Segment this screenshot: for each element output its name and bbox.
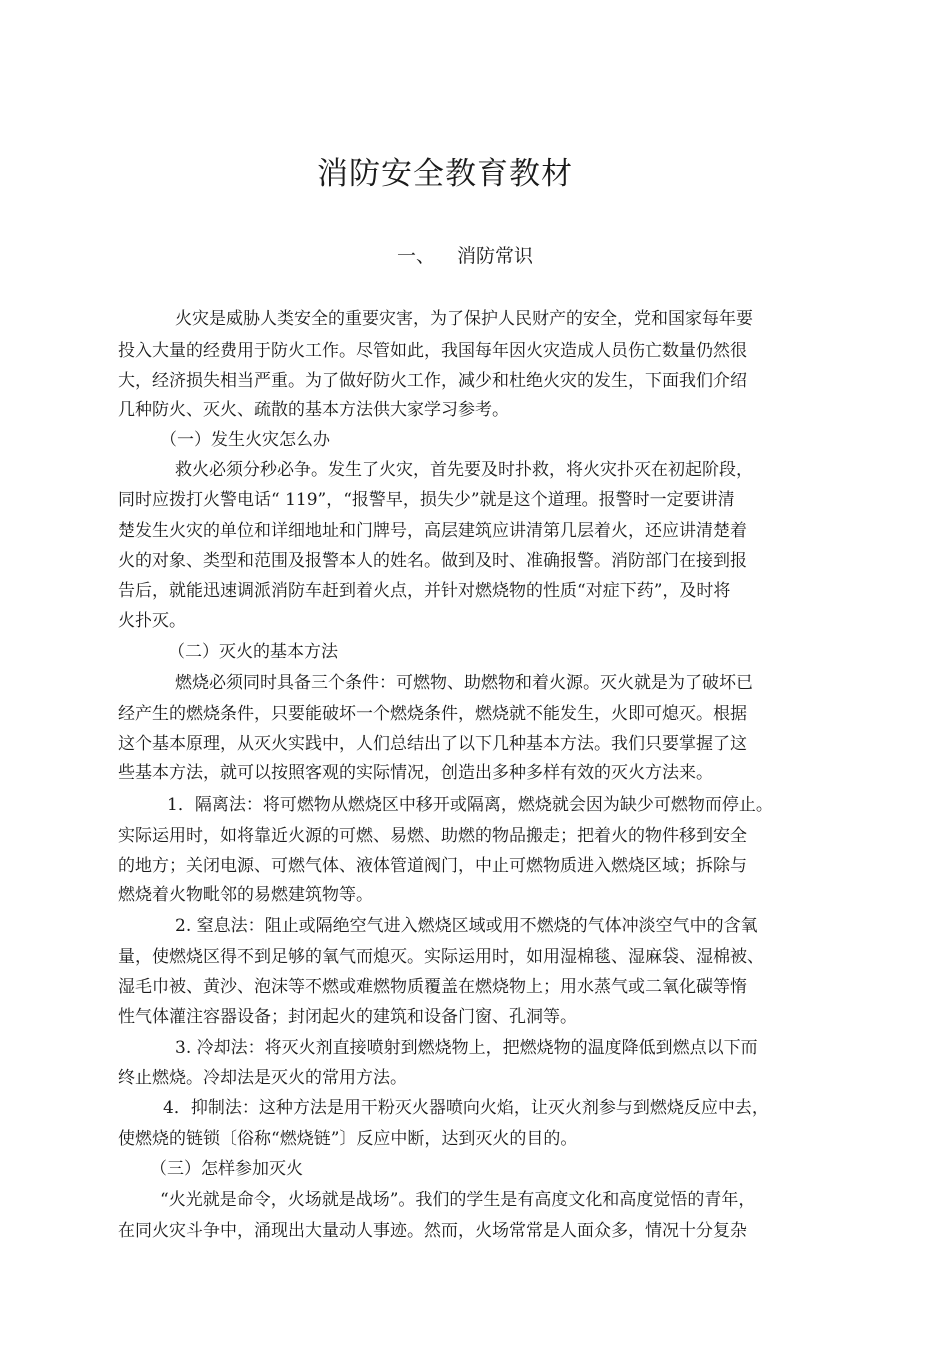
paragraph-line: 火扑灭。 [118, 611, 186, 631]
paragraph-line: 湿毛巾被、黄沙、泡沫等不燃或难燃物质覆盖在燃烧物上；用水蒸气或二氧化碳等惰 [118, 977, 747, 997]
paragraph-line: 投入大量的经费用于防火工作。尽管如此，我国每年因火灾造成人员伤亡数量仍然很 [118, 341, 747, 361]
paragraph-line: 量，使燃烧区得不到足够的氧气而熄灭。实际运用时，如用湿棉毯、湿麻袋、湿棉被、 [118, 947, 764, 967]
paragraph-line: 的地方；关闭电源、可燃气体、液体管道阀门，中止可燃物质进入燃烧区域；拆除与 [118, 856, 747, 876]
paragraph-line: 些基本方法，就可以按照客观的实际情况，创造出多种多样有效的灭火方法来。 [118, 763, 713, 783]
page-title: 消防安全教育教材 [317, 156, 573, 192]
paragraph-line: 终止燃烧。冷却法是灭火的常用方法。 [118, 1068, 407, 1088]
paragraph-line: 大，经济损失相当严重。为了做好防火工作，减少和杜绝火灾的发生，下面我们介绍 [118, 371, 747, 391]
list-item-line: 3. 冷却法：将灭火剂直接喷射到燃烧物上，把燃烧物的温度降低到燃点以下而 [175, 1038, 758, 1058]
paragraph-line: 实际运用时，如将靠近火源的可燃、易燃、助燃的物品搬走；把着火的物件移到安全 [118, 826, 747, 846]
paragraph-line: 几种防火、灭火、疏散的基本方法供大家学习参考。 [118, 400, 509, 420]
paragraph-line: “火光就是命令，火场就是战场”。我们的学生是有高度文化和高度觉悟的青年， [160, 1190, 756, 1210]
paragraph-line: 火灾是威胁人类安全的重要灾害，为了保护人民财产的安全，党和国家每年要 [175, 309, 753, 329]
paragraph-line: 同时应拨打火警电话“ 119”，“报警早，损失少”就是这个道理。报警时一定要讲清 [118, 490, 735, 510]
paragraph-line: 燃烧必须同时具备三个条件：可燃物、助燃物和着火源。灭火就是为了破坏已 [175, 673, 753, 693]
subsection-heading: （一）发生火灾怎么办 [160, 430, 330, 450]
list-item-line: 4．抑制法：这种方法是用干粉灭火器喷向火焰，让灭火剂参与到燃烧反应中去， [163, 1098, 769, 1118]
subsection-heading: （三）怎样参加灭火 [150, 1159, 303, 1179]
paragraph-line: 经产生的燃烧条件，只要能破坏一个燃烧条件，燃烧就不能发生，火即可熄灭。根据 [118, 704, 747, 724]
list-item-line: 2. 窒息法：阻止或隔绝空气进入燃烧区域或用不燃烧的气体冲淡空气中的含氧 [175, 916, 758, 936]
subsection-heading: （二）灭火的基本方法 [168, 642, 338, 662]
paragraph-line: 使燃烧的链锁〔俗称“燃烧链”〕反应中断，达到灭火的目的。 [118, 1129, 578, 1149]
paragraph-line: 救火必须分秒必争。发生了火灾，首先要及时扑救，将火灾扑灭在初起阶段， [175, 460, 753, 480]
list-item-line: 1．隔离法：将可燃物从燃烧区中移开或隔离，燃烧就会因为缺少可燃物而停止。 [167, 795, 773, 815]
paragraph-line: 在同火灾斗争中，涌现出大量动人事迹。然而，火场常常是人面众多，情况十分复杂 [118, 1221, 747, 1241]
paragraph-line: 性气体灌注容器设备；封闭起火的建筑和设备门窗、孔洞等。 [118, 1007, 577, 1027]
section-number: 一、 [397, 245, 436, 267]
paragraph-line: 楚发生火灾的单位和详细地址和门牌号，高层建筑应讲清第几层着火，还应讲清楚着 [118, 521, 747, 541]
paragraph-line: 燃烧着火物毗邻的易燃建筑物等。 [118, 885, 373, 905]
paragraph-line: 火的对象、类型和范围及报警本人的姓名。做到及时、准确报警。消防部门在接到报 [118, 551, 747, 571]
section-heading [397, 241, 533, 271]
paragraph-line: 告后，就能迅速调派消防车赶到着火点，并针对燃烧物的性质“对症下药”，及时将 [118, 581, 731, 601]
section-title: 消防常识 [457, 245, 534, 267]
paragraph-line: 这个基本原理，从灭火实践中，人们总结出了以下几种基本方法。我们只要掌握了这 [118, 734, 747, 754]
